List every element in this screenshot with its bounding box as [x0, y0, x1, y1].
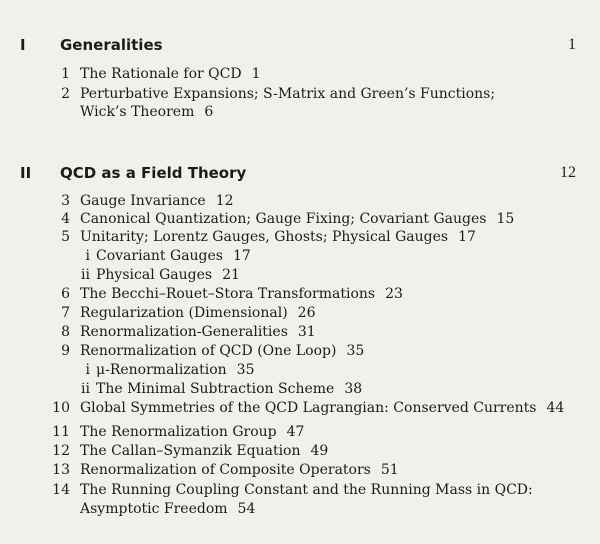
entry-title-line: [96, 381, 362, 397]
part-heading: [0, 164, 600, 188]
entry-title-line: [80, 211, 514, 227]
toc-entry: [0, 193, 600, 213]
entry-title: Renormalization of Composite Operators: [80, 462, 371, 478]
entry-title-line: [80, 400, 564, 416]
entry-title-line: [96, 267, 240, 283]
entry-page: 12: [215, 193, 234, 209]
entry-title-line: [80, 193, 234, 209]
entry-title: The Rationale for QCD: [80, 66, 242, 82]
entry-number: 6: [61, 286, 70, 302]
entry-title: The Callan–Symanzik Equation: [80, 443, 301, 459]
toc-entry: [0, 482, 600, 502]
entry-title-line: [80, 443, 328, 459]
entry-number: 10: [52, 400, 70, 416]
entry-page: 1: [251, 66, 261, 82]
toc-entry: [0, 66, 600, 86]
entry-title-line: [96, 248, 251, 264]
toc-entry: [0, 443, 600, 463]
entry-number: 13: [52, 462, 70, 478]
entry-title: Regularization (Dimensional): [80, 305, 288, 321]
entry-page: 44: [546, 400, 565, 416]
entry-title: Global Symmetries of the QCD Lagrangian: Conserved Currents: [80, 400, 537, 416]
entry-continuation: [80, 501, 255, 517]
part-number: II: [20, 164, 32, 182]
entry-number: ii: [81, 381, 90, 397]
toc-entry: [0, 211, 600, 231]
toc-entry: [0, 424, 600, 444]
entry-page: 38: [344, 381, 363, 397]
part-page: 12: [560, 164, 576, 181]
entry-title: Renormalization-Generalities: [80, 324, 288, 340]
entry-title-line: [80, 305, 315, 321]
entry-title-line: [80, 286, 403, 302]
entry-page: 23: [385, 286, 403, 302]
entry-title: Covariant Gauges: [96, 248, 223, 264]
toc-entry: [0, 462, 600, 482]
entry-title-cont: Wick’s Theorem: [80, 104, 195, 120]
entry-title-cont: Asymptotic Freedom: [80, 501, 228, 517]
entry-page: 6: [204, 104, 214, 120]
toc-entry: [0, 324, 600, 344]
toc-entry: [0, 229, 600, 249]
entry-number: 8: [61, 324, 70, 340]
entry-number: i: [85, 362, 90, 378]
entry-number: i: [85, 248, 90, 264]
entry-page: 54: [237, 501, 256, 517]
part-heading: [0, 36, 600, 60]
entry-number: 4: [61, 211, 70, 227]
entry-title-line: [80, 424, 304, 440]
entry-title: Perturbative Expansions; S-Matrix and Green’s Functions;: [80, 86, 496, 102]
part-number: I: [20, 36, 26, 54]
entry-title: Unitarity; Lorentz Gauges, Ghosts; Physical Gauges: [80, 229, 449, 245]
entry-number: 5: [61, 229, 70, 245]
entry-number: 14: [52, 482, 70, 498]
entry-number: 1: [61, 66, 70, 82]
entry-number: 9: [61, 343, 70, 359]
toc-subentry: [0, 381, 600, 401]
toc-entry: [0, 86, 600, 106]
entry-title: Canonical Quantization; Gauge Fixing; Covariant Gauges: [80, 211, 487, 227]
entry-page: 35: [346, 343, 365, 359]
part-title: Generalities: [60, 36, 163, 54]
entry-page: 21: [222, 267, 240, 283]
entry-page: 51: [380, 462, 399, 478]
toc-entry: [0, 400, 600, 420]
entry-page: 35: [236, 362, 255, 378]
entry-title: μ-Renormalization: [96, 362, 227, 378]
entry-title-line: [80, 229, 476, 245]
entry-page: 47: [286, 424, 305, 440]
entry-number: 12: [52, 443, 70, 459]
toc-subentry: [0, 248, 600, 268]
part-title: QCD as a Field Theory: [60, 164, 247, 182]
entry-title: Gauge Invariance: [80, 193, 206, 209]
entry-title-line: [80, 66, 261, 82]
entry-title: Renormalization of QCD (One Loop): [80, 343, 337, 359]
entry-number: ii: [81, 267, 90, 283]
toc-entry: [0, 343, 600, 363]
entry-page: 17: [232, 248, 251, 264]
toc-entry: [0, 286, 600, 306]
entry-title-line: [96, 362, 254, 378]
toc-subentry: [0, 362, 600, 382]
toc-subentry: [0, 267, 600, 287]
entry-continuation: [80, 104, 213, 120]
entry-page: 31: [297, 324, 316, 340]
entry-title: The Running Coupling Constant and the Running Mass in QCD:: [80, 482, 533, 498]
entry-title: The Minimal Subtraction Scheme: [96, 381, 335, 397]
entry-number: 2: [61, 86, 70, 102]
entry-number: 7: [61, 305, 70, 321]
entry-title: Physical Gauges: [96, 267, 213, 283]
entry-page: 17: [458, 229, 476, 245]
part-page: 1: [568, 36, 576, 53]
entry-number: 3: [61, 193, 70, 209]
toc-entry: [0, 305, 600, 325]
entry-title-line: [80, 324, 316, 340]
entry-title-line: [80, 343, 364, 359]
entry-title: The Becchi–Rouet–Stora Transformations: [80, 286, 376, 302]
entry-title-line: [80, 462, 399, 478]
entry-page: 49: [310, 443, 329, 459]
entry-title: The Renormalization Group: [80, 424, 277, 440]
entry-page: 15: [496, 211, 515, 227]
entry-page: 26: [297, 305, 316, 321]
entry-number: 11: [52, 424, 70, 440]
